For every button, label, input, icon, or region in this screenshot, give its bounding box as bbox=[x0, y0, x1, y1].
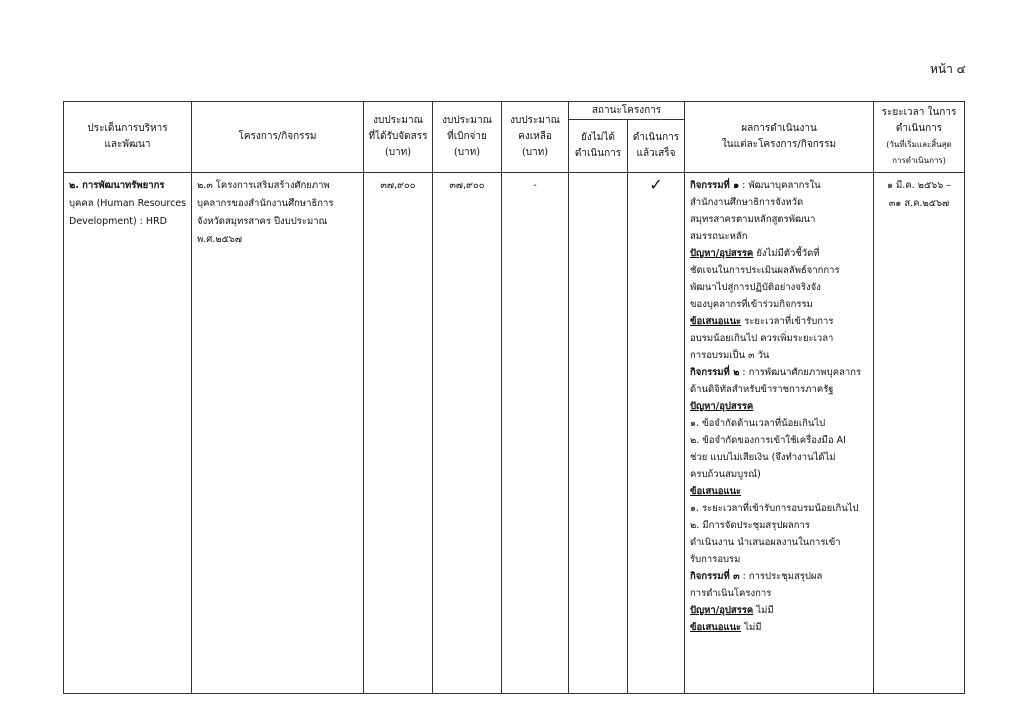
activity-1-label: กิจกรรมที่ ๑ bbox=[690, 180, 740, 191]
activity-2-suggest-label: ข้อเสนอแนะ bbox=[690, 486, 742, 497]
table-row bbox=[64, 173, 965, 694]
header-status-not-started: ยังไม่ได้ ดำเนินการ bbox=[569, 120, 628, 173]
cell-budget-allocated: ๓๗,๙๐๐ bbox=[364, 173, 433, 694]
cell-budget-remaining: - bbox=[502, 173, 569, 694]
header-budget-spent: งบประมาณ ที่เบิกจ่าย (บาท) bbox=[433, 102, 502, 173]
header-project: โครงการ/กิจกรรม bbox=[192, 102, 364, 173]
header-budget-remaining: งบประมาณ คงเหลือ (บาท) bbox=[502, 102, 569, 173]
cell-project: ๒.๓ โครงการเสริมสร้างศักยภาพ บุคลากรของสำนักงานศึกษาธิการ จังหวัดสมุทรสาคร ปีงบประมาณ พ.ศ.๒๕๖๗ bbox=[192, 173, 364, 694]
activity-3-label: กิจกรรมที่ ๓ bbox=[690, 571, 740, 582]
cell-budget-spent: ๓๗,๙๐๐ bbox=[433, 173, 502, 694]
activity-1-problem-label: ปัญหา/อุปสรรค bbox=[690, 248, 754, 259]
header-issue: ประเด็นการบริหาร และพัฒนา bbox=[64, 102, 192, 173]
header-status-completed: ดำเนินการ แล้วเสร็จ bbox=[628, 120, 685, 173]
activity-3-problem-label: ปัญหา/อุปสรรค bbox=[690, 605, 754, 616]
header-period: ระยะเวลา ในการ ดำเนินการ (วันที่เริ่มและสิ้นสุด การดำเนินการ) bbox=[874, 102, 965, 173]
page-number: หน้า ๔ bbox=[930, 62, 966, 76]
header-budget-allocated: งบประมาณ ที่ได้รับจัดสรร (บาท) bbox=[364, 102, 433, 173]
cell-status-not-started bbox=[569, 173, 628, 694]
cell-results: กิจกรรมที่ ๑ : พัฒนาบุคลากรใน สำนักงานศึกษาธิการจังหวัด สมุทรสาครตามหลักสูตรพัฒนา สมรรถนะหลัก ปัญหา/อุปสรรค ยังไม่มีตัวชี้วัดที่ ชัดเจนในการประเมินผลลัพธ์จากการ พัฒนาไปสู่การปฏิบัติอย่างจริงจัง ของบุคลากรที่เข้าร่วมกิจกรรม ข้อเสนอแนะ ระยะเวลาที่เข้ารับการ อบรมน้อยเกินไป ควรเพิ่มระยะเวลา การอบรมเป็น ๓ วัน กิจกรรมที่ ๒ : การพัฒนาศักยภาพบุคลากร ด้านดิจิทัลสำหรับข้าราชการภาครัฐ ปัญหา/อุปสรรค ๑. ข้อจำกัดด้านเวลาที่น้อยเกินไป ๒. ข้อจำกัดของการเข้าใช้เครื่องมือ AI ช่วย แบบไม่เสียเงิน (จึงทำงานได้ไม่ ครบถ้วนสมบูรณ์) ข้อเสนอแนะ ๑. ระยะเวลาที่เข้ารับการอบรมน้อยเกินไป ๒. มีการจัดประชุมสรุปผลการ ดำเนินงาน นำเสนอผลงานในการเข้า รับการอบรม กิจกรรมที่ ๓ : การประชุมสรุปผล การดำเนินโครงการ ปัญหา/อุปสรรค ไม่มี ข้อเสนอแนะ ไม่มี bbox=[685, 173, 874, 694]
activity-2-label: กิจกรรมที่ ๒ bbox=[690, 367, 740, 378]
header-status: สถานะโครงการ bbox=[569, 102, 685, 120]
activity-1-suggest-label: ข้อเสนอแนะ bbox=[690, 316, 742, 327]
cell-issue: ๒. การพัฒนาทรัพยากร บุคคล (Human Resources Development) : HRD bbox=[64, 173, 192, 694]
activity-2-problem-label: ปัญหา/อุปสรรค bbox=[690, 401, 754, 412]
report-table bbox=[63, 101, 965, 694]
checkmark-icon: ✓ bbox=[649, 175, 663, 194]
cell-status-completed bbox=[628, 173, 685, 694]
cell-period: ๑ มี.ค. ๒๕๖๖ – ๓๑ ส.ค.๒๕๖๗ bbox=[874, 173, 965, 694]
activity-3-suggest-label: ข้อเสนอแนะ bbox=[690, 622, 742, 633]
header-results: ผลการดำเนินงาน ในแต่ละโครงการ/กิจกรรม bbox=[685, 102, 874, 173]
